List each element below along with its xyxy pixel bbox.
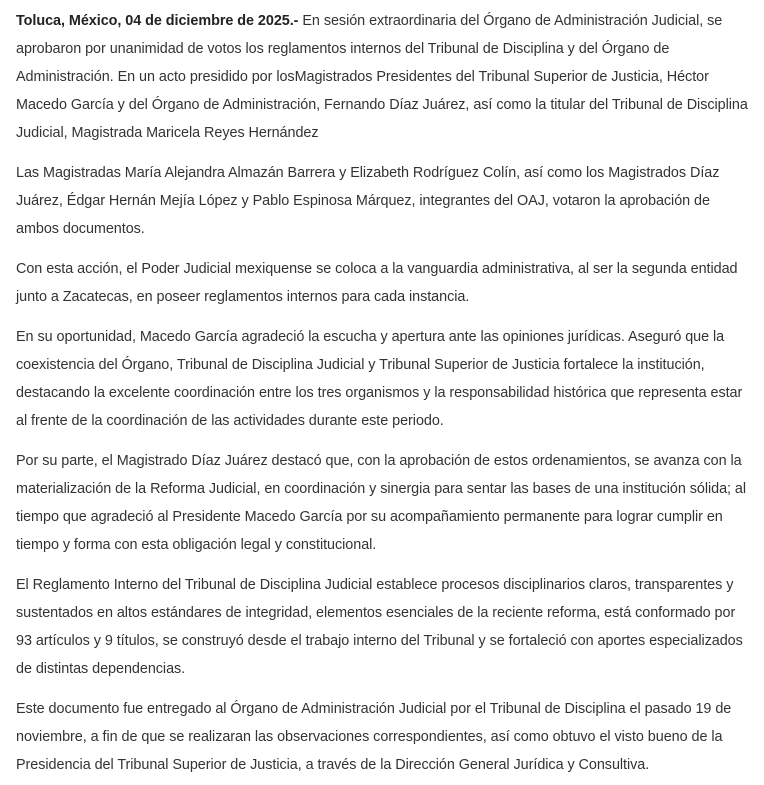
article-paragraph: Las Magistradas María Alejandra Almazán Barrera y Elizabeth Rodríguez Colín, así como los Magistrados Díaz Juárez, Édgar Hernán Mejía López y Pablo Espinosa Márquez, integrantes del OAJ, votaron la aprobación de ambos documentos. <box>16 165 720 237</box>
article-paragraph: Este documento fue entregado al Órgano de Administración Judicial por el Tribunal de Disciplina el pasado 19 de noviembre, a fin de que se realizaran las observaciones correspondientes, así como obtuvo el visto bueno de la Presidencia del Tribunal Superior de Justicia, a través de la Dirección General Jurídica y Consultiva. <box>16 701 732 773</box>
article-paragraph-lead <box>16 7 748 147</box>
article-lead-text: En sesión extraordinaria del Órgano de Administración Judicial, se aprobaron por unanimidad de votos los reglamentos internos del Tribunal de Disciplina y del Órgano de Administración. En un acto presidido por losMagistrados Presidentes del Tribunal Superior de Justicia, Héctor Macedo García y del Órgano de Administración, Fernando Díaz Juárez, así como la titular del Tribunal de Disciplina Judicial, Magistrada Maricela Reyes Hernández <box>16 13 748 141</box>
article-paragraph: Con esta acción, el Poder Judicial mexiquense se coloca a la vanguardia administrativa, al ser la segunda entidad junto a Zacatecas, en poseer reglamentos internos para cada instancia. <box>16 261 738 305</box>
article-paragraph: Por su parte, el Magistrado Díaz Juárez destacó que, con la aprobación de estos ordenamientos, se avanza con la materialización de la Reforma Judicial, en coordinación y sinergia para sentar las bases de una institución sólida; al tiempo que agradeció al Presidente Macedo García por su acompañamiento permanente para lograr cumplir en tiempo y forma con esta obligación legal y constitucional. <box>16 453 747 553</box>
article-paragraph: En su oportunidad, Macedo García agradeció la escucha y apertura ante las opiniones jurídicas. Aseguró que la coexistencia del Órgano, Tribunal de Disciplina Judicial y Tribunal Superior de Justicia fortalece la institución, destacando la excelente coordinación entre los tres organismos y la responsabilidad histórica que representa estar al frente de la coordinación de las actividades durante este periodo. <box>16 329 743 429</box>
article-paragraph: El Reglamento Interno del Tribunal de Disciplina Judicial establece procesos disciplinarios claros, transparentes y sustentados en altos estándares de integridad, elementos esenciales de la reciente reforma, está conformado por 93 artículos y 9 títulos, se construyó desde el trabajo interno del Tribunal y se fortaleció con aportes especializados de distintas dependencias. <box>16 577 743 677</box>
article-dateline: Toluca, México, 04 de diciembre de 2025.- <box>16 13 299 29</box>
